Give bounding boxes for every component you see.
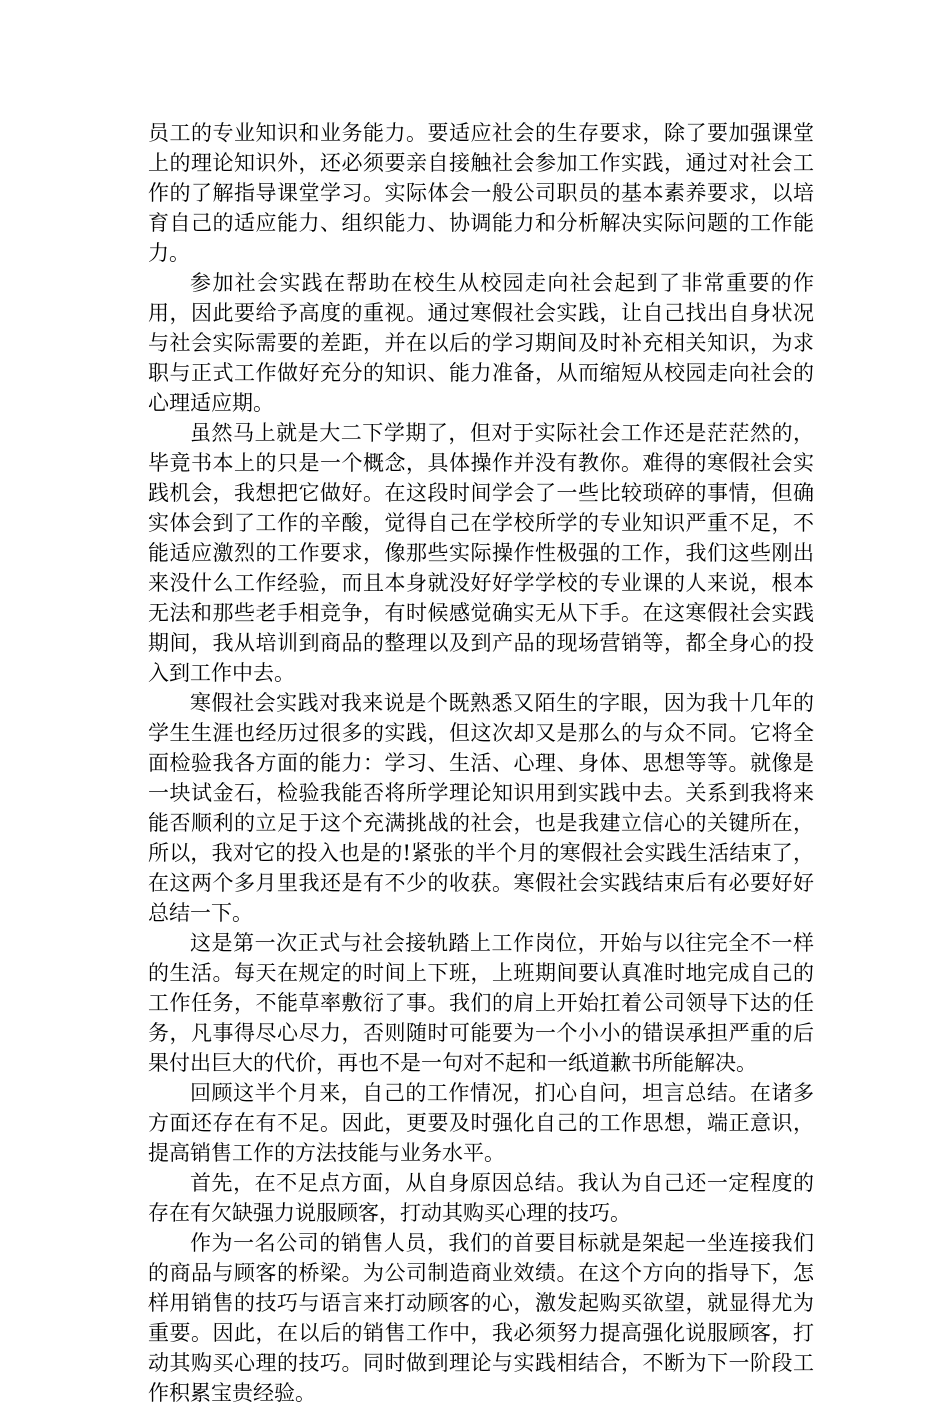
- paragraph-1: 员工的专业知识和业务能力。要适应社会的生存要求，除了要加强课堂上的理论知识外，还必须要亲自接触社会参加工作实践，通过对社会工作的了解指导课堂学习。实际体会一般公司职员的基本素养要求，以培育自己的适应能力、组织能力、协调能力和分析解决实际问题的工作能力。: [148, 121, 814, 265]
- paragraph-8: 作为一名公司的销售人员，我们的首要目标就是架起一坐连接我们的商品与顾客的桥梁。为公司制造商业效绩。在这个方向的指导下，怎样用销售的技巧与语言来打动顾客的心，激发起购买欲望，就显得尤为重要。因此，在以后的销售工作中，我必须努力提高强化说服顾客，打动其购买心理的技巧。同时做到理论与实践相结合，不断为下一阶段工作积累宝贵经验。: [148, 1231, 814, 1405]
- paragraph-7: 首先，在不足点方面，从自身原因总结。我认为自己还一定程度的存在有欠缺强力说服顾客，打动其购买心理的技巧。: [148, 1171, 814, 1225]
- paragraph-5: 这是第一次正式与社会接轨踏上工作岗位，开始与以往完全不一样的生活。每天在规定的时间上下班，上班期间要认真准时地完成自己的工作任务，不能草率敷衍了事。我们的肩上开始扛着公司领导下达的任务，凡事得尽心尽力，否则随时可能要为一个小小的错误承担严重的后果付出巨大的代价，再也不是一句对不起和一纸道歉书所能解决。: [148, 931, 814, 1075]
- paragraph-4: 寒假社会实践对我来说是个既熟悉又陌生的字眼，因为我十几年的学生生涯也经历过很多的实践，但这次却又是那么的与众不同。它将全面检验我各方面的能力：学习、生活、心理、身体、思想等等。就像是一块试金石，检验我能否将所学理论知识用到实践中去。关系到我将来能否顺利的立足于这个充满挑战的社会，也是我建立信心的关键所在，所以，我对它的投入也是的!紧张的半个月的寒假社会实践生活结束了，在这两个多月里我还是有不少的收获。寒假社会实践结束后有必要好好总结一下。: [148, 691, 814, 925]
- paragraph-3: 虽然马上就是大二下学期了，但对于实际社会工作还是茫茫然的，毕竟书本上的只是一个概念，具体操作并没有教你。难得的寒假社会实践机会，我想把它做好。在这段时间学会了一些比较琐碎的事情，但确实体会到了工作的辛酸，觉得自己在学校所学的专业知识严重不足，不能适应激烈的工作要求，像那些实际操作性极强的工作，我们这些刚出来没什么工作经验，而且本身就没好好学学校的专业课的人来说，根本无法和那些老手相竞争，有时候感觉确实无从下手。在这寒假社会实践期间，我从培训到商品的整理以及到产品的现场营销等，都全身心的投入到工作中去。: [148, 421, 814, 685]
- paragraph-6: 回顾这半个月来，自己的工作情况，扪心自问，坦言总结。在诸多方面还存在有不足。因此，更要及时强化自己的工作思想，端正意识，提高销售工作的方法技能与业务水平。: [148, 1081, 814, 1165]
- paragraph-2: 参加社会实践在帮助在校生从校园走向社会起到了非常重要的作用，因此要给予高度的重视。通过寒假社会实践，让自己找出自身状况与社会实际需要的差距，并在以后的学习期间及时补充相关知识，为求职与正式工作做好充分的知识、能力准备，从而缩短从校园走向社会的心理适应期。: [148, 271, 814, 415]
- document-page: [148, 118, 814, 1408]
